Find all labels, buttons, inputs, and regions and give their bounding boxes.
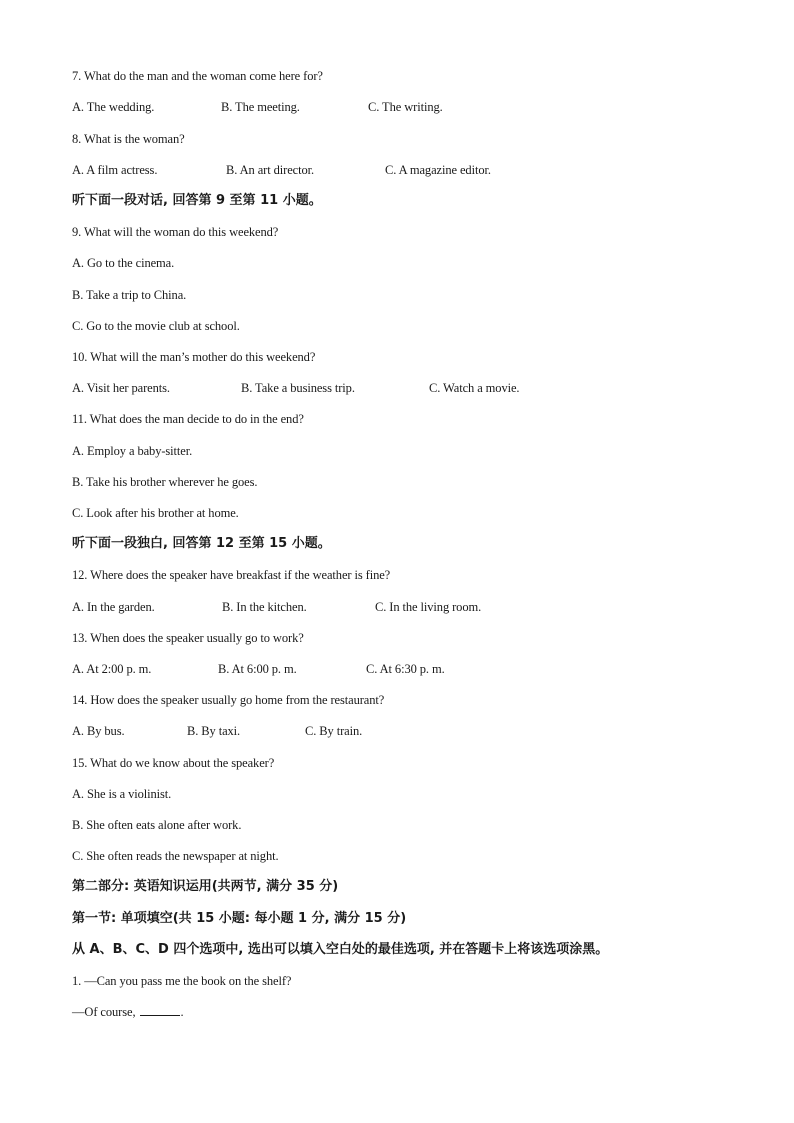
option-b: B. By taxi. (187, 724, 241, 738)
question-1: 1. —Can you pass me the book on the shelf? (72, 974, 292, 988)
option-c: C. By train. (305, 724, 363, 738)
option-a: A. Employ a baby-sitter. (72, 444, 193, 458)
option-c: C. At 6:30 p. m. (366, 662, 445, 676)
question-12: 12. Where does the speaker have breakfast if the weather is fine? (72, 568, 391, 582)
question-7: 7. What do the man and the woman come here for? (72, 69, 323, 83)
option-b: B. She often eats alone after work. (72, 818, 242, 832)
option-a: A. In the garden. (72, 600, 155, 614)
question-8: 8. What is the woman? (72, 132, 185, 146)
part-heading: 第二部分: 英语知识运用(共两节, 满分 35 分) (72, 879, 339, 894)
instructions: 从 A、B、C、D 四个选项中, 选出可以填入空白处的最佳选项, 并在答题卡上将该选项涂黑。 (72, 942, 609, 957)
section-heading: 听下面一段独白, 回答第 12 至第 15 小题。 (72, 536, 331, 551)
option-a: A. By bus. (72, 724, 125, 738)
option-a: A. Go to the cinema. (72, 256, 175, 270)
section-heading: 第一节: 单项填空(共 15 小题: 每小题 1 分, 满分 15 分) (72, 911, 407, 926)
option-b: B. An art director. (226, 163, 315, 177)
option-c: C. In the living room. (375, 600, 482, 614)
question-14: 14. How does the speaker usually go home from the restaurant? (72, 693, 385, 707)
answer-line (72, 1004, 184, 1020)
option-c: C. Go to the movie club at school. (72, 319, 240, 333)
answer-blank (140, 1004, 180, 1016)
answer-suffix: . (180, 1005, 184, 1019)
option-c: C. A magazine editor. (385, 163, 491, 177)
option-a: A. Visit her parents. (72, 381, 170, 395)
option-b: B. Take his brother wherever he goes. (72, 475, 258, 489)
question-10: 10. What will the man’s mother do this weekend? (72, 350, 316, 364)
section-heading: 听下面一段对话, 回答第 9 至第 11 小题。 (72, 193, 322, 208)
option-a: A. She is a violinist. (72, 787, 172, 801)
question-11: 11. What does the man decide to do in the end? (72, 412, 304, 426)
question-13: 13. When does the speaker usually go to work? (72, 631, 304, 645)
option-c: C. The writing. (368, 100, 443, 114)
option-b: B. Take a business trip. (241, 381, 355, 395)
option-a: A. At 2:00 p. m. (72, 662, 152, 676)
question-9: 9. What will the woman do this weekend? (72, 225, 279, 239)
option-c: C. Look after his brother at home. (72, 506, 239, 520)
option-c: C. Watch a movie. (429, 381, 520, 395)
answer-prefix: —Of course, (72, 1005, 139, 1019)
option-a: A. A film actress. (72, 163, 158, 177)
option-c: C. She often reads the newspaper at night. (72, 849, 279, 863)
option-a: A. The wedding. (72, 100, 155, 114)
question-15: 15. What do we know about the speaker? (72, 756, 275, 770)
option-b: B. The meeting. (221, 100, 300, 114)
option-b: B. In the kitchen. (222, 600, 307, 614)
option-b: B. Take a trip to China. (72, 288, 187, 302)
option-b: B. At 6:00 p. m. (218, 662, 297, 676)
